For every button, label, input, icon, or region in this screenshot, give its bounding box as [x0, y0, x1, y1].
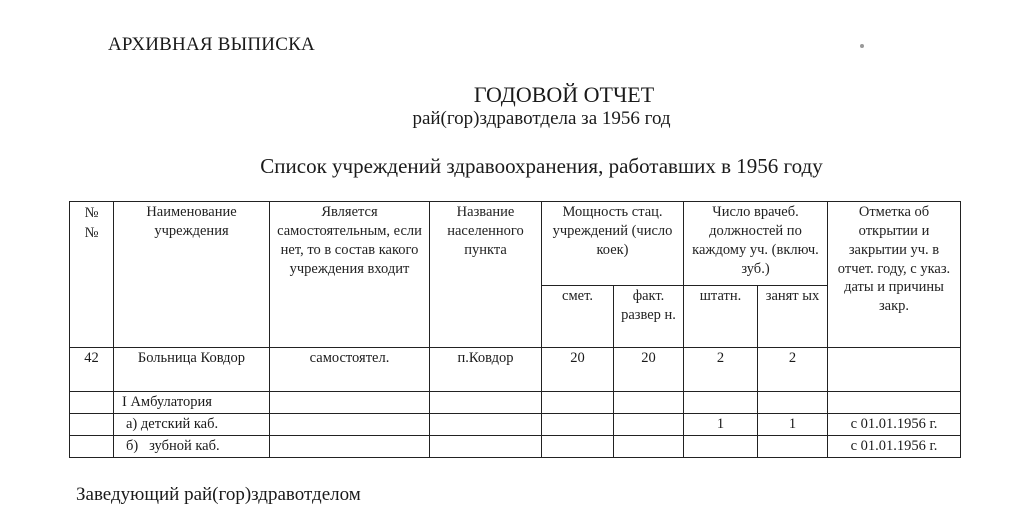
cell-doc-occupied: 2: [758, 348, 828, 392]
cell-settlement: [430, 435, 542, 457]
cell-cap-plan: [542, 435, 614, 457]
cell-cap-plan: [542, 392, 614, 414]
header-doctors-occupied: занят ых: [758, 286, 828, 348]
cell-cap-actual: [614, 413, 684, 435]
cell-name: а) детский каб.: [114, 413, 270, 435]
cell-doc-staff: [684, 435, 758, 457]
cell-name: б) зубной каб.: [114, 435, 270, 457]
cell-doc-occupied: 1: [758, 413, 828, 435]
report-subtitle: рай(гор)здравотдела за 1956 год: [412, 108, 671, 129]
cell-independent: самостоятел.: [270, 348, 430, 392]
cell-num: [70, 392, 114, 414]
cell-doc-staff: 2: [684, 348, 758, 392]
header-num: № №: [70, 202, 114, 348]
cell-settlement: п.Ковдор: [430, 348, 542, 392]
cell-name: Больница Ковдор: [114, 348, 270, 392]
cell-cap-plan: [542, 413, 614, 435]
cell-cap-actual: [614, 392, 684, 414]
table-row: [70, 392, 961, 414]
cell-cap-actual: 20: [614, 348, 684, 392]
table-row: [70, 435, 961, 457]
table-row: [70, 413, 961, 435]
cell-note: с 01.01.1956 г.: [828, 413, 961, 435]
header-doctors: Число врачеб. должностей по каждому уч. (включ. зуб.): [684, 202, 828, 286]
cell-doc-occupied: [758, 435, 828, 457]
header-capacity-actual: факт. развер н.: [614, 286, 684, 348]
cell-name: I Амбулатория: [114, 392, 270, 414]
table-row: [70, 348, 961, 392]
cell-independent: [270, 413, 430, 435]
institutions-table: [69, 201, 961, 458]
cell-doc-occupied: [758, 392, 828, 414]
cell-cap-plan: 20: [542, 348, 614, 392]
cell-doc-staff: 1: [684, 413, 758, 435]
header-note: Отметка об открытии и закрытии уч. в отчет. году, с указ. даты и причины закр.: [828, 202, 961, 348]
cell-num: [70, 435, 114, 457]
cell-settlement: [430, 413, 542, 435]
cell-independent: [270, 435, 430, 457]
report-title: ГОДОВОЙ ОТЧЕТ: [473, 82, 655, 107]
header-doctors-staff: штатн.: [684, 286, 758, 348]
signature-line: Заведующий рай(гор)здравотделом: [76, 484, 361, 505]
list-title: Список учреждений здравоохранения, работавших в 1956 году: [260, 154, 823, 178]
header-capacity: Мощность стац. учреждений (число коек): [542, 202, 684, 286]
cell-note: [828, 348, 961, 392]
archive-extract-label: АРХИВНАЯ ВЫПИСКА: [108, 34, 315, 55]
cell-note: с 01.01.1956 г.: [828, 435, 961, 457]
cell-settlement: [430, 392, 542, 414]
cell-num: 42: [70, 348, 114, 392]
cell-doc-staff: [684, 392, 758, 414]
header-settlement: Название населенного пункта: [430, 202, 542, 348]
header-name: Наименование учреждения: [114, 202, 270, 348]
cell-cap-actual: [614, 435, 684, 457]
cell-independent: [270, 392, 430, 414]
header-capacity-plan: смет.: [542, 286, 614, 348]
cell-num: [70, 413, 114, 435]
header-independent: Является самостоятельным, если нет, то в состав какого учреждения входит: [270, 202, 430, 348]
scan-speck: [860, 44, 864, 48]
cell-note: [828, 392, 961, 414]
